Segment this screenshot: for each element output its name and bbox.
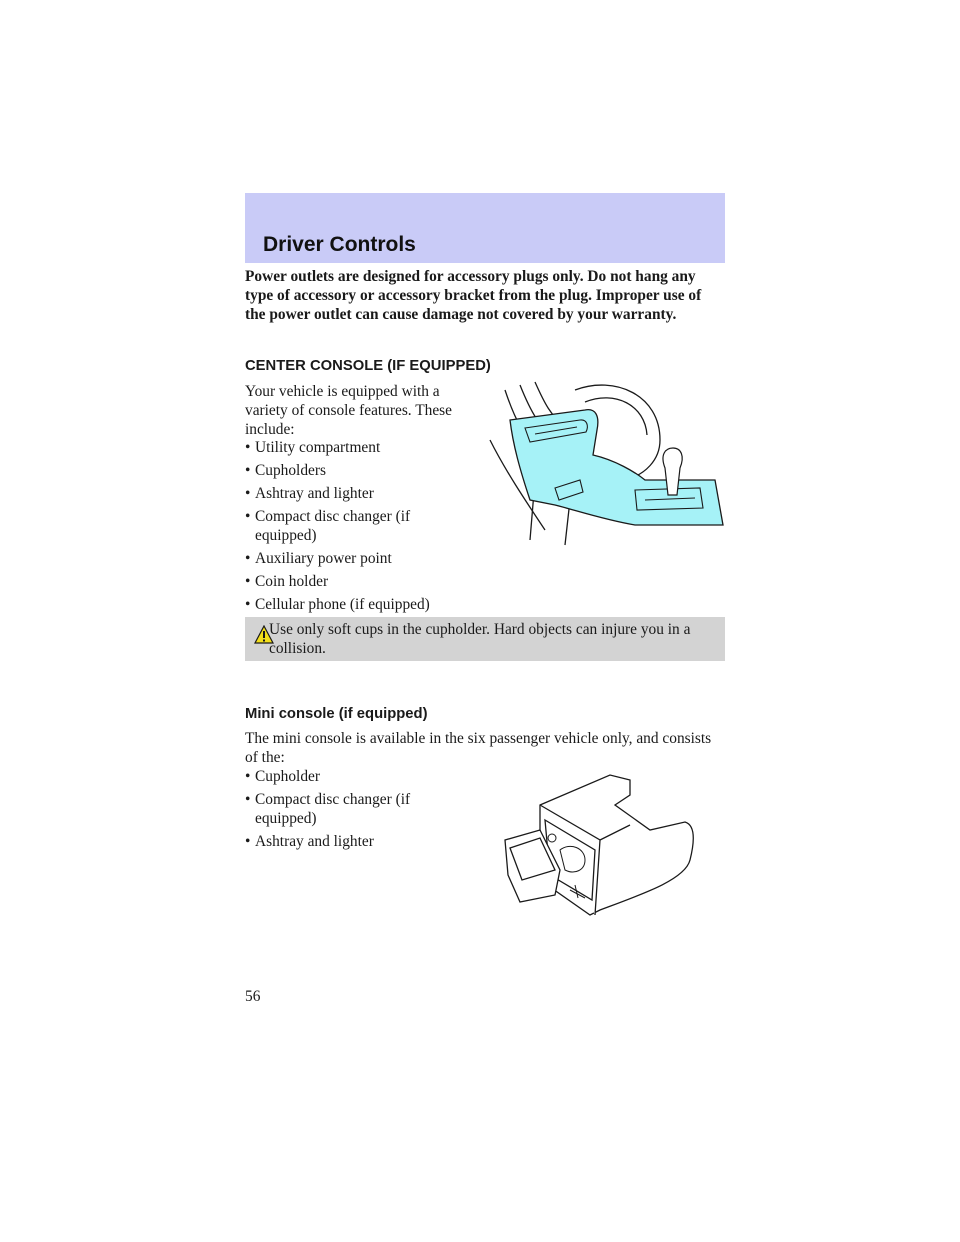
list-item: • Auxiliary power point [245, 549, 455, 568]
mini-console-heading: Mini console (if equipped) [245, 706, 428, 722]
center-console-heading: CENTER CONSOLE (IF EQUIPPED) [245, 358, 491, 374]
section-header-band [245, 193, 725, 263]
power-outlet-caution-paragraph: Power outlets are designed for accessory plugs only. Do not hang any type of accessory or accessory bracket from the plug. Improper use of the power outlet can cause damage not covered by your warranty. [245, 268, 702, 323]
mini-console-description: The mini console is available in the six passenger vehicle only, and consists of the: [245, 730, 712, 766]
warning-box [245, 617, 725, 661]
mini-console-illustration [500, 770, 710, 920]
list-item: • Compact disc changer (if equipped) [245, 507, 455, 545]
list-item: • Ashtray and lighter [245, 832, 455, 851]
list-item: • Compact disc changer (if equipped) [245, 790, 455, 828]
list-item: • Ashtray and lighter [245, 484, 455, 503]
list-item: • Utility compartment [245, 438, 455, 457]
center-console-description: Your vehicle is equipped with a variety of console features. These include: [245, 383, 452, 438]
page-number: 56 [245, 988, 261, 1005]
list-item: • Coin holder [245, 572, 455, 591]
section-title: Driver Controls [263, 233, 416, 256]
center-console-feature-list [245, 438, 455, 618]
mini-console-feature-list [245, 767, 455, 855]
list-item: • Cupholder [245, 767, 455, 786]
list-item: • Cellular phone (if equipped) [245, 595, 455, 614]
list-item: • Cupholders [245, 461, 455, 480]
center-console-illustration [485, 380, 730, 550]
warning-text: Use only soft cups in the cupholder. Hard objects can injure you in a collision. [269, 621, 691, 657]
